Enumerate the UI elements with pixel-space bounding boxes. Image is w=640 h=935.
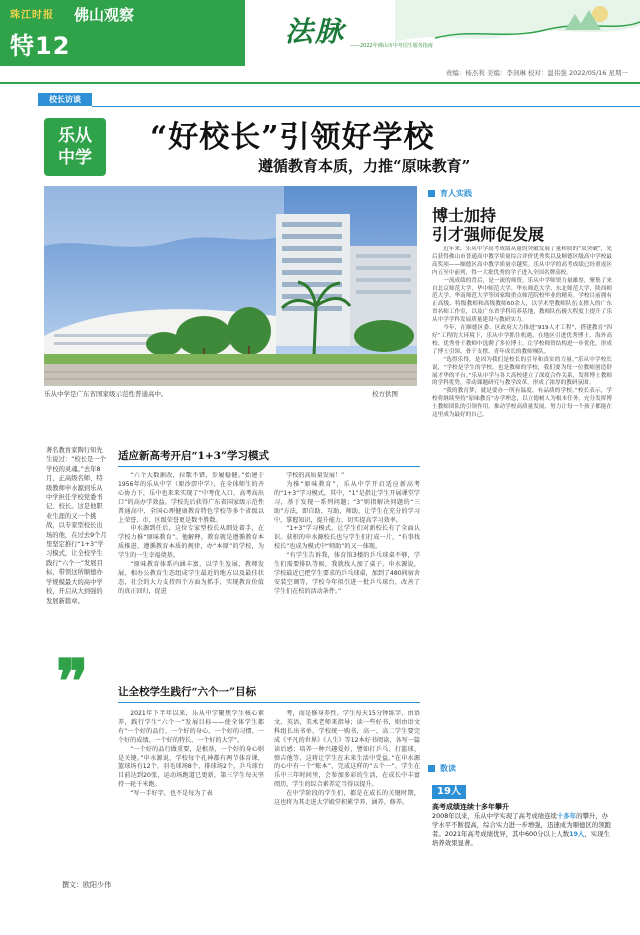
section2-title: 让全校学生践行“六个一”目标	[118, 686, 257, 698]
highlight: 十多年	[556, 812, 577, 820]
intro-text: 著名教育家陶行知先生说过：“校长是一个学校的灵魂。”去年8月，正高级名师、特级教师申水源到乐从中学担任学校党委书记、校长。这是他职业生涯的又一个挑战，以专家型校长出场的他，在过去9个月里坚定推行“1+3”学习模式，让全校学生践行“六个一”发展目标，带领这所顺德办学规模最大的高中学校，开启从大到强的发展新篇章。	[46, 447, 107, 605]
school-photo	[44, 186, 417, 386]
section1-col1	[118, 472, 264, 682]
paragraph: 今年，在顺德区委、区政府大力推进“919人才工程”，搭建教育“四好”工程的大环境下，乐从中学抓住机遇，在地区引进优秀博士、海外高校、优秀骨干教师中选聘了多位博士，让学校师资结构进一步优化，形成了博士引领、骨干支撑、青年成长的教师梯队。	[432, 325, 612, 355]
paragraph: 学校的高质量发展！”	[286, 472, 345, 479]
column-tag: 校长访谈	[38, 93, 92, 106]
badge-line-2: 中学	[58, 148, 92, 168]
paragraph: “选得乐得，是因为我们是校长的引导和真实的力量。”乐从中学校长说，“学校是学生的学校，也是教师的学校，我们要为每一位教师创造舒展才华的平台。”乐从中学与各大高校建立了深度合作关系，发挥博士教师的学科优势，带动课题研究与教学改革，形成了浓厚的教研氛围。	[432, 356, 612, 387]
section1-col2	[274, 472, 420, 682]
quote-mark-icon: ❞	[56, 647, 89, 717]
data-box-title: 高考成绩连续十多年攀升	[432, 803, 509, 811]
school-badge	[44, 118, 106, 176]
badge-line-1: 乐从	[58, 126, 92, 146]
paragraph: 申水源到任后，这位专家型校长从细处着手，在学校力推“原味教育”。他解释，教育就是遵循教育本质推进，遵循教育本质的规律，办“本原”的学校，为学生的一生幸福奠基。	[118, 525, 264, 560]
data-box-body	[432, 812, 612, 848]
section1-title: 适应新高考开启“1+3”学习模式	[118, 450, 269, 462]
newspaper-logo: 珠江时报	[10, 10, 54, 21]
square-icon	[428, 190, 435, 197]
column-rule	[92, 106, 640, 107]
section2-col2	[274, 710, 420, 896]
square-icon	[428, 765, 435, 772]
paragraph: “有学生告诉我，体育馆3楼的乒乓球桌不够，学生们需要排队等候，我就找人加了桌子。申水源说，学校最近已把学生要求的乒乓球桌，加到了480间宿舍安装空调等，学校今年拟引进一批乒乓球台，改善了学生们在校的活动条件。”	[274, 552, 420, 595]
header-rule	[0, 82, 640, 84]
paragraph: 近年来，乐从中学高考成绩从量的突破发展了量和质的“双突破”，先后获得佛山市普通高中教学质量综合评价优秀奖以及顺德区级高中学校最高奖项——顺德区高中教学质量卓越奖。乐从中学的高考成绩已经重返区内五至中前列，得一大批优秀的学子进入全国名牌高校。	[432, 246, 612, 276]
highlight: 19人	[569, 830, 585, 838]
photo-caption: 乐从中学是广东省国家级示范性普通高中。	[44, 390, 168, 398]
section1-rule	[118, 466, 420, 467]
section-name: 佛山观察	[74, 6, 135, 24]
data-number-badge: 19人	[432, 785, 466, 799]
right-title-line2: 引才强师促发展	[432, 225, 545, 244]
right-column-tag: 育人实践	[440, 189, 472, 198]
data-text: 2008年以来，乐从中学实现了高考成绩连续	[432, 812, 557, 820]
headline: “好校长”引领好学校	[150, 120, 435, 155]
paragraph: 2021年下半年以来，乐从中学聚焦学生核心素养，践行学生“六个一”发展目标——使全体学生都有“一个好的品行、一个好的身心、一个好的习惯、一个好的成绩、一个好的特长、一个好的大学”。	[118, 710, 264, 744]
right-title-line1: 博士加持	[432, 206, 497, 225]
masthead-slogan: ——2022年佛山市中考招生服务指南	[350, 43, 433, 49]
byline: 撰文：欧阳少伟	[62, 881, 111, 889]
paragraph: “1+3”学习模式，让学生们对新校长有了全面认识。获积的申水源校长也与学生们打成一片，“有事找校长”也成为模式中“师助”的又一体现。	[274, 525, 420, 551]
subheadline: 遵循教育本质，力推“原味教育”	[258, 157, 471, 175]
data-box-tag: 数读	[440, 764, 456, 773]
editor-credits: 责编：杨杰利 美编：李剑琳 校对：温伟强 2022/05/16 星期一	[445, 69, 628, 77]
section2-rule	[118, 702, 420, 703]
paragraph: 在中学阶段的学生们，都是在成长的关键时期，这也将为其走进大学殿堂积累学养、涵养、修养。	[274, 790, 420, 807]
paragraph: 考，而是修身养性。学生每天15分钟练字，由语文、英语、美术老师来指导；读一些好书，则由语文科组长出书单，学校统一购书，高一、高二学生要完成《平凡的世界》《人生》等12本好书阅读，各写一篇读后感；培养一种兴趣爱好，譬如打乒乓、打篮球、弹吉他等，这将让学生在未来生活中受益。”在申水源的心中有一个“账本”，完成这样的“五个一”，学生在乐中三年时间里，会参加多彩的生活，在成长中丰富阅历，学生的综合素养定当得以提升。	[274, 710, 420, 789]
paragraph: “写一手好字，也不是每为了表	[130, 790, 213, 798]
paragraph: 一流成绩的背后，是一流的师资。乐从中学师资力量雄厚，聚集了来自北京师范大学、华中师范大学、华东师范大学、东北师范大学、陕西师范大学、华南师范大学等国家级重点师范院校毕业的精英。学校目前拥有正高级、特级教师和高级教师60余人，以学术型教师队伍支撑入的广东省名师工作室，以及广东省学科培养基地，教师队伍极大程度上提升了乐从中学学科发展质量建设与教研实力。	[432, 277, 612, 324]
data-text: 的攀升，办学水平不断提高，综合实力进一步增强，迅速成为顺德区的领跑者。2021年高考成绩优异，其中600分以上人数	[432, 812, 611, 838]
page-number: 特12	[10, 32, 71, 60]
photo-credit: 校方供图	[372, 390, 398, 398]
brush-title: 法脉	[285, 15, 346, 48]
section2-col1	[118, 710, 264, 896]
paragraph: “原味教育体系内涵丰富，以学生发展、教师发展、相办公教育生态组成学生最近的地方以及最佳状态，社会的大力支持四个方面为抓手，实现教育价值的真正回归，促进	[118, 561, 264, 595]
paragraph: “一个好的品行做重要，是根基，一个好的身心则是关键。”申水源说，学校每个孔神都有两节体育课，篮球场有12个，羽毛球场8个，排球场2个，乒乓球台目前达到20张，运动场跑道已更新，第三学生每天坚持一轮千米跑。	[118, 745, 264, 789]
paragraph: 为推“原味教育”，乐从中学开启适应新高考的“1+3”学习模式，其中，“1”是指让学生开展课堂学习，基于发现一系列问题；“3”则指解决问题的“三助”方法，即自助、互助、师助，让学生在充分的学习中，掌握知识，提升能力，切实提高学习效率。	[274, 480, 420, 524]
paragraph: “我的教育梦，就是要办一所有温度、有品质的学校。”校长表示，学校将继续坚持“原味教育”办学理念，以立德树人为根本任务，充分发挥博士教师团队的引领作用，推动学校高质量发展，努力让每一个孩子都能在这里成为最好的自己。	[432, 388, 612, 419]
paragraph: “六个大数据改，拉歌不错，步履稳健。”始建于1956年的乐从中学（原沙滘中学），在全体师生的齐心协力下，乐中也来来实现了“中考优入口，高考高出口”的高办学效益。学校先后获得广东省国家级示范性普通高中、全国心理健康教育特色学校等多个省级以上荣誉，市、区级荣誉更是数不胜数。	[118, 472, 264, 524]
right-column-body	[432, 246, 612, 650]
data-text: ，实现生培养效果显著。	[432, 830, 610, 847]
